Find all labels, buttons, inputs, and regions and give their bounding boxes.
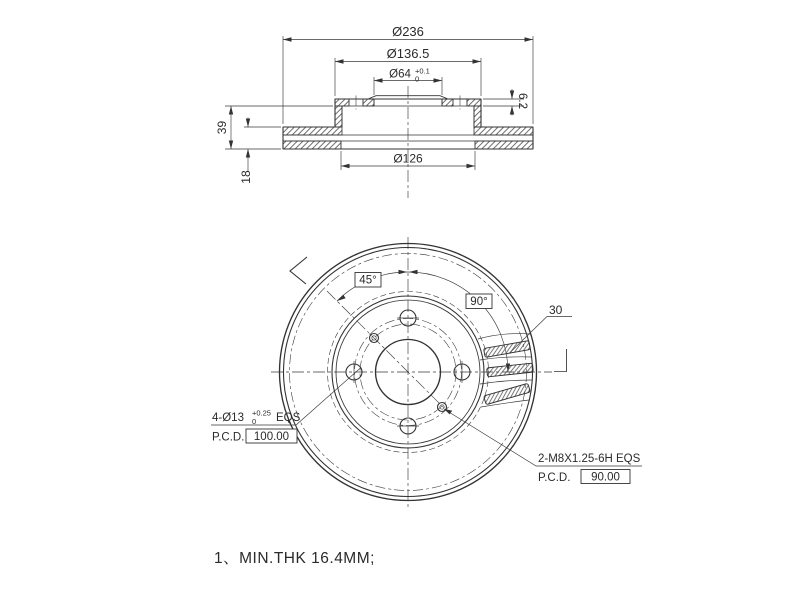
hat-wall-hatch (335, 106, 342, 127)
hat-plate-hatch (363, 99, 374, 106)
view-corner-marker (554, 349, 567, 372)
thread-pcd-label: P.C.D. (538, 472, 571, 484)
section-arrow-chevron (290, 257, 307, 284)
dim-arrow (374, 78, 383, 82)
outboard-plate-hatch (474, 127, 533, 135)
dim-arrow (229, 106, 233, 115)
dim-arrow (510, 91, 514, 100)
thread-holes-label: 2-M8X1.25-6H EQS (538, 453, 641, 465)
thread-pcd-value: 90.00 (591, 471, 620, 484)
section-view (215, 24, 533, 198)
inboard-plate-hatch (475, 141, 533, 149)
bolt-holes-suffix: EQS (276, 412, 301, 424)
dim-thickness-label: 18 (239, 170, 253, 184)
dim-inner-label: Ø126 (393, 151, 423, 166)
bolt-holes-tol-upper: +0.25 (252, 408, 271, 418)
vent-slot (484, 341, 531, 358)
thread-holes-diagonal-centerline (327, 291, 447, 411)
thread-hole-se (438, 403, 447, 412)
dim-flange-label: Ø136.5 (386, 46, 430, 61)
dim-arrow (341, 164, 350, 168)
min-thickness-note: 1、MIN.THK 16.4MM; (214, 550, 375, 567)
outboard-plate-hatch (283, 127, 342, 135)
hat-plate-hatch (467, 99, 481, 106)
vent-slot (484, 383, 531, 404)
angle-45-label: 45° (359, 274, 377, 287)
dim-bore-tol-lower: 0 (415, 74, 420, 84)
dim-arrow (473, 59, 482, 63)
front-view (211, 237, 642, 509)
arc-arrow (337, 295, 346, 301)
vane-count-label: 30 (549, 303, 563, 317)
dim-arrow (467, 164, 476, 168)
dim-arrow (434, 78, 443, 82)
angle-90-label: 90° (470, 296, 488, 308)
bolt-holes-label: 4-Ø13 (212, 412, 244, 424)
arc-arrow (409, 270, 418, 274)
arc-arrow (399, 270, 408, 274)
dim-arrow (229, 141, 233, 150)
dim-hat-label: 6.2 (516, 93, 528, 109)
dim-arrow (246, 119, 250, 128)
hat-wall-hatch (474, 106, 481, 127)
bolt-pcd-value: 100.00 (253, 431, 290, 443)
dim-arrow (246, 149, 250, 158)
dim-arrow (525, 37, 534, 41)
dim-arrow (283, 37, 292, 41)
bolt-holes-tol-lower: 0 (252, 417, 257, 426)
dim-arrow (510, 106, 514, 115)
dim-height-label: 39 (215, 120, 229, 135)
inboard-plate-hatch (283, 141, 341, 149)
angle-90-arc (408, 272, 508, 372)
dim-arrow (335, 59, 344, 63)
dim-bore-label: Ø64 (389, 68, 411, 81)
dim-bore-tol-upper: +0.1 (415, 66, 430, 76)
hat-plate-hatch (335, 99, 349, 106)
hat-plate-hatch (442, 99, 453, 106)
bolt-pcd-label: P.C.D. (212, 431, 245, 444)
dim-od-label: Ø236 (392, 24, 424, 39)
